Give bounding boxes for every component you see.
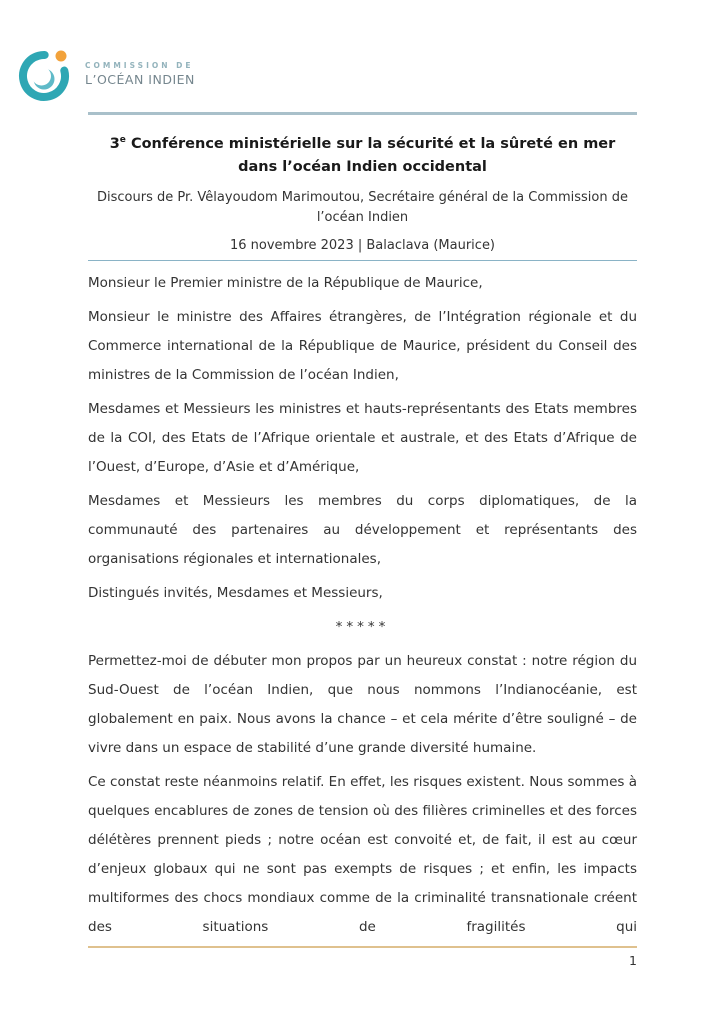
document-header bbox=[0, 0, 724, 115]
page-number: 1 bbox=[629, 953, 637, 968]
footer-divider bbox=[88, 946, 637, 948]
title-number: 3 bbox=[109, 135, 120, 152]
header-divider bbox=[88, 112, 637, 115]
body-paragraph-continued: Ce constat reste néanmoins relatif. En effet, les risques existent. Nous sommes à quelques encablures de zones de tension où des filières criminelles et des forces délétères prennent pieds ; notre océan est convoité et, de fait, il est au cœur d’enjeux globaux qui ne sont pas exempts de risques ; et enfin, les impacts multiformes des chocs mondiaux comme de la criminalité transnationale créent des situations de fragilités qui bbox=[88, 773, 637, 935]
section-separator: ***** bbox=[335, 618, 390, 635]
speech-body bbox=[88, 269, 637, 942]
body-paragraph: Permettez-moi de débuter mon propos par un heureux constat : notre région du Sud-Ouest de l’océan Indien, que nous nommons l’Indianocéanie, est globalement en paix. Nous avons la chance – et cela mérite d’être souligné – de vivre dans un espace de stabilité d’une grande diversité humaine. bbox=[88, 652, 637, 756]
document-title bbox=[97, 129, 629, 179]
coi-logo-wordmark bbox=[85, 61, 195, 87]
title-superscript: e bbox=[119, 135, 126, 145]
salutation-paragraph: Distingués invités, Mesdames et Messieurs, bbox=[88, 584, 383, 601]
document-dateline: 16 novembre 2023 | Balaclava (Maurice) bbox=[229, 237, 496, 253]
document-main bbox=[0, 129, 724, 942]
logo-org-line1: COMMISSION DE bbox=[85, 61, 194, 70]
coi-logo-icon bbox=[18, 46, 74, 102]
logo-org-line2: L’OCÉAN INDIEN bbox=[85, 72, 195, 87]
salutation-paragraph: Mesdames et Messieurs les ministres et hauts-représentants des Etats membres de la COI, des Etats de l’Afrique orientale et australe, et des Etats d’Afrique de l’Ouest, d’Europe, d’Asie et d’Amérique, bbox=[88, 400, 637, 475]
document-footer bbox=[88, 946, 637, 968]
document-subtitle: Discours de Pr. Vêlayoudom Marimoutou, Secrétaire général de la Commission de l’océan Indien bbox=[97, 189, 628, 225]
title-text: Conférence ministérielle sur la sécurité et la sûreté en mer dans l’océan Indien occidental bbox=[125, 135, 616, 175]
salutation-paragraph: Mesdames et Messieurs les membres du corps diplomatiques, de la communauté des partenaires au développement et représentants des organisations régionales et internationales, bbox=[88, 492, 637, 567]
coi-logo bbox=[0, 0, 724, 102]
dateline-divider bbox=[88, 260, 637, 261]
salutation-paragraph: Monsieur le Premier ministre de la République de Maurice, bbox=[88, 274, 483, 291]
salutation-paragraph: Monsieur le ministre des Affaires étrangères, de l’Intégration régionale et du Commerce international de la République de Maurice, président du Conseil des ministres de la Commission de l’océan Indien, bbox=[88, 308, 637, 383]
